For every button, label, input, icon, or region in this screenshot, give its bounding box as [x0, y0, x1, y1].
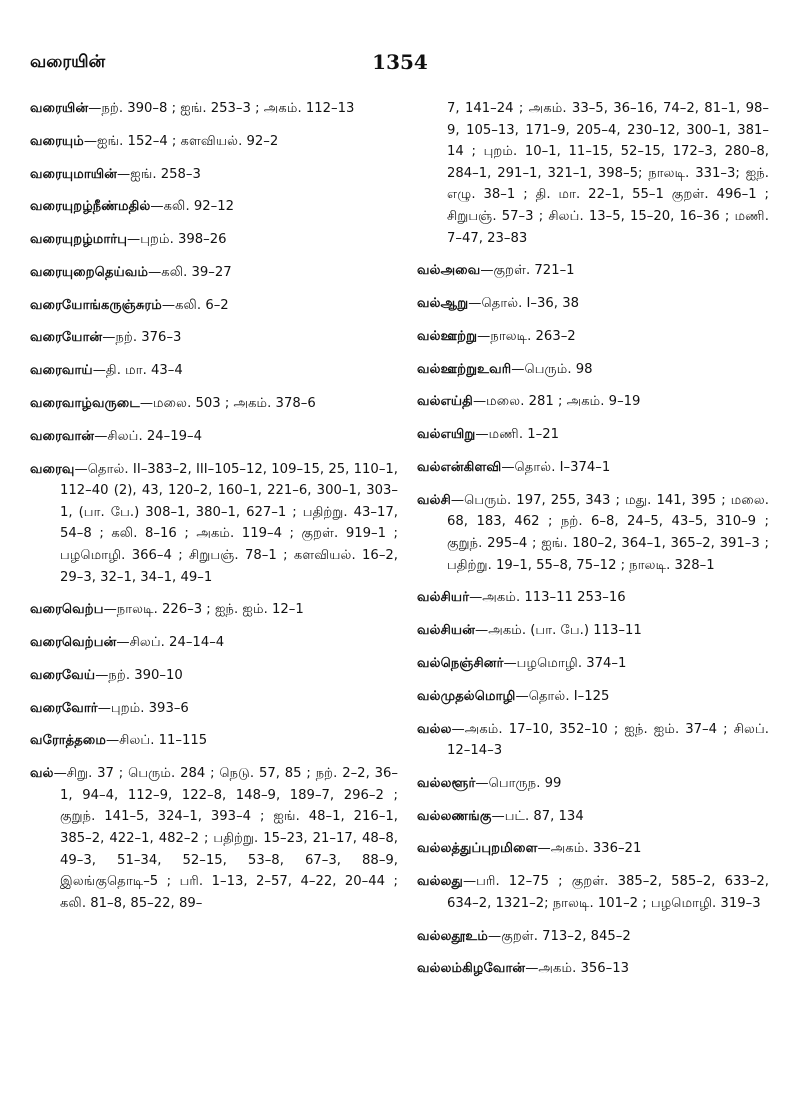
references: —நற். 376–3 [102, 330, 182, 346]
headword: வல்லதூஉம் [417, 928, 488, 944]
references: —தொல். I–125 [515, 688, 610, 704]
headword: வரையுறழ்நீண்மதில் [30, 199, 151, 215]
headword: வரையும் [30, 133, 84, 149]
index-entry [30, 459, 398, 589]
headword: வரைவேய் [30, 667, 96, 683]
headword: வல்எயிறு [417, 427, 476, 443]
headword: வல்சி [417, 492, 451, 508]
headword: வல்முதல்மொழி [417, 688, 516, 704]
index-entry [417, 457, 769, 479]
index-entry [30, 164, 398, 186]
index-entry [417, 686, 769, 708]
references: —மலை. 503 ; அகம். 378–6 [139, 396, 316, 412]
index-entry [417, 391, 769, 413]
references: —சிலப். 24–19–4 [94, 428, 203, 444]
references: —பரி. 12–75 ; குறள். 385–2, 585–2, 633–2, 634–2, 1321–2; நாலடி. 101–2 ; பழமொழி. 319–3 [447, 874, 769, 911]
headword: வல்லம்கிழவோன் [417, 961, 526, 977]
index-entry [30, 262, 398, 284]
index-entry [417, 871, 769, 914]
headword: வரையோங்கருஞ்சுரம் [30, 297, 162, 313]
running-head: வரையின் [30, 52, 106, 72]
index-entry [30, 98, 398, 120]
index-entry [417, 359, 769, 381]
references: —தொல். I–374–1 [501, 460, 611, 476]
references: —ஐங். 258–3 [117, 166, 201, 182]
references: —பெரும். 197, 255, 343 ; மது. 141, 395 ; மலை. 68, 183, 462 ; நற். 6–8, 24–5, 43–5, 310–9 ; குறுந். 295–4 ; ஐங். 180–2, 364–1, 365–2, 391–3 ; பதிற்று. 19–1, 55–8, 75–12 ; நாலடி. 328–1 [447, 492, 769, 573]
references: 7, 141–24 ; அகம். 33–5, 36–16, 74–2, 81–1, 98–9, 105–13, 171–9, 205–4, 230–12, 300–1, 381–14 ; புறம். 10–1, 11–15, 52–15, 172–3, 280–8, 284–1, 291–1, 321–1, 398–5; நாலடி. 331–3; ஐந். எழு. 38–1 ; தி. மா. 22–1, 55–1 குறள். 496–1 ; சிறுபஞ். 57–3 ; சிலப். 13–5, 15–20, 16–36 ; மணி. 7–47, 23–83 [447, 101, 769, 246]
index-entry [30, 295, 398, 317]
index-entry [30, 360, 398, 382]
index-entry [30, 698, 398, 720]
references: —பழமொழி. 374–1 [503, 655, 627, 671]
references: —மலை. 281 ; அகம். 9–19 [472, 394, 641, 410]
headword: வரோத்தமை [30, 733, 106, 749]
headword: வல்லளூர் [417, 775, 476, 791]
references: —தி. மா. 43–4 [92, 363, 183, 379]
headword: வரையின் [30, 101, 89, 116]
headword: வல்அவை [417, 263, 481, 279]
index-entry [30, 131, 398, 153]
headword: வல்நெஞ்சினர் [417, 655, 504, 671]
references: —நாலடி. 263–2 [477, 328, 576, 344]
references: —புறம். 398–26 [127, 232, 227, 248]
references: —குறள். 721–1 [480, 263, 575, 279]
index-entry [417, 260, 769, 282]
index-entry-continuation [447, 98, 769, 249]
references: —நாலடி. 226–3 ; ஐந். ஐம். 12–1 [103, 602, 304, 618]
index-entry [417, 326, 769, 348]
headword: வரையுறழ்மார்பு [30, 232, 128, 248]
headword: வல் [30, 766, 54, 782]
headword: வல்லத்துப்புறமிளை [417, 841, 538, 857]
index-entry [30, 327, 398, 349]
references: —பொருந. 99 [475, 775, 562, 791]
index-entry [417, 490, 769, 576]
references: —அகம். 336–21 [537, 841, 642, 857]
index-entry [30, 599, 398, 621]
references: —அகம். 356–13 [525, 961, 630, 977]
index-entry [417, 926, 769, 948]
page-header [30, 52, 770, 82]
index-entry [417, 653, 769, 675]
headword: வல்எய்தி [417, 394, 473, 410]
headword: வல்ஊற்றுஉவரி [417, 361, 512, 377]
index-entry [30, 393, 398, 415]
index-entry [30, 426, 398, 448]
headword: வல்ஆறு [417, 296, 469, 312]
index-entry [417, 838, 769, 860]
index-entry [417, 587, 769, 609]
index-entry [30, 229, 398, 251]
references: —நற். 390–8 ; ஐங். 253–3 ; அகம். 112–13 [88, 101, 355, 116]
references: —அகம். (பா. பே.) 113–11 [475, 623, 642, 639]
headword: வல்சியன் [417, 623, 475, 639]
index-entry [30, 665, 398, 687]
references: —கலி. 92–12 [150, 199, 235, 215]
references: —சிலப். 11–115 [105, 733, 208, 749]
index-entry [30, 763, 398, 914]
references: —அகம். 17–10, 352–10 ; ஐந். ஐம். 37–4 ; சிலப். 12–14–3 [447, 721, 769, 759]
headword: வரைவாய் [30, 363, 93, 379]
headword: வல்ல [417, 721, 452, 737]
headword: வரையோன் [30, 330, 103, 346]
headword: வரையுறைதெய்வம் [30, 264, 149, 280]
headword: வரைவான் [30, 428, 95, 444]
index-entry [417, 719, 769, 762]
page-number: 1354 [372, 50, 428, 74]
index-entry [417, 293, 769, 315]
headword: வல்சியர் [417, 590, 470, 606]
left-column [30, 98, 398, 926]
references: —மணி. 1–21 [475, 427, 559, 443]
headword: வல்லது [417, 874, 463, 890]
references: —குறள். 713–2, 845–2 [488, 928, 631, 944]
references: —பட். 87, 134 [491, 808, 584, 824]
references: —அகம். 113–11 253–16 [469, 590, 626, 606]
index-entry [30, 730, 398, 752]
references: —புறம். 393–6 [97, 700, 189, 716]
references: —தொல். II–383–2, III–105–12, 109–15, 25, 110–1, 112–40 (2), 43, 120–2, 160–1, 221–6, 300–1, 303–1, (பா. பே.) 308–1, 380–1, 627–1 ; பதிற்று. 43–17, 54–8 ; கலி. 8–16 ; அகம். 119–4 ; குறள். 919–1 ; பழமொழி. 366–4 ; சிறுபஞ். 78–1 ; களவியல். 16–2, 29–3, 32–1, 34–1, 49–1 [60, 461, 398, 585]
headword: வல்ஊற்று [417, 328, 478, 344]
references: —பெரும். 98 [511, 361, 593, 377]
headword: வல்என்கிளவி [417, 460, 502, 476]
references: —கலி. 39–27 [148, 264, 232, 280]
references: —சிறு. 37 ; பெரும். 284 ; நெடு. 57, 85 ; நற். 2–2, 36–1, 94–4, 112–9, 122–8, 148–9, 189–7, 296–2 ; குறுந். 141–5, 324–1, 393–4 ; ஐங். 48–1, 216–1, 385–2, 422–1, 482–2 ; பதிற்று. 15–23, 21–17, 48–8, 49–3, 51–34, 52–15, 53–8, 67–3, 88–9, இலங்குதொடி–5 ; பரி. 1–13, 2–57, 4–22, 20–44 ; கலி. 81–8, 85–22, 89– [53, 766, 398, 911]
references: —ஐங். 152–4 ; களவியல். 92–2 [83, 133, 279, 149]
index-entry [417, 424, 769, 446]
headword: வரைவெற்ப [30, 602, 104, 618]
index-entry [30, 632, 398, 654]
index-entry [417, 958, 769, 980]
references: —தொல். I–36, 38 [468, 296, 579, 312]
index-entry [417, 773, 769, 795]
references: —கலி. 6–2 [161, 297, 229, 313]
right-column [417, 98, 769, 991]
headword: வல்லணங்கு [417, 808, 492, 824]
headword: வரையுமாயின் [30, 166, 118, 182]
references: —சிலப். 24–14–4 [116, 635, 225, 651]
references: —நற். 390–10 [95, 667, 183, 683]
index-entry [30, 196, 398, 218]
headword: வரைவெற்பன் [30, 635, 117, 651]
headword: வரைவு [30, 461, 75, 477]
index-entry [417, 620, 769, 642]
headword: வரைவாழ்வருடை [30, 396, 140, 412]
index-entry [417, 806, 769, 828]
headword: வரைவோர் [30, 700, 98, 716]
